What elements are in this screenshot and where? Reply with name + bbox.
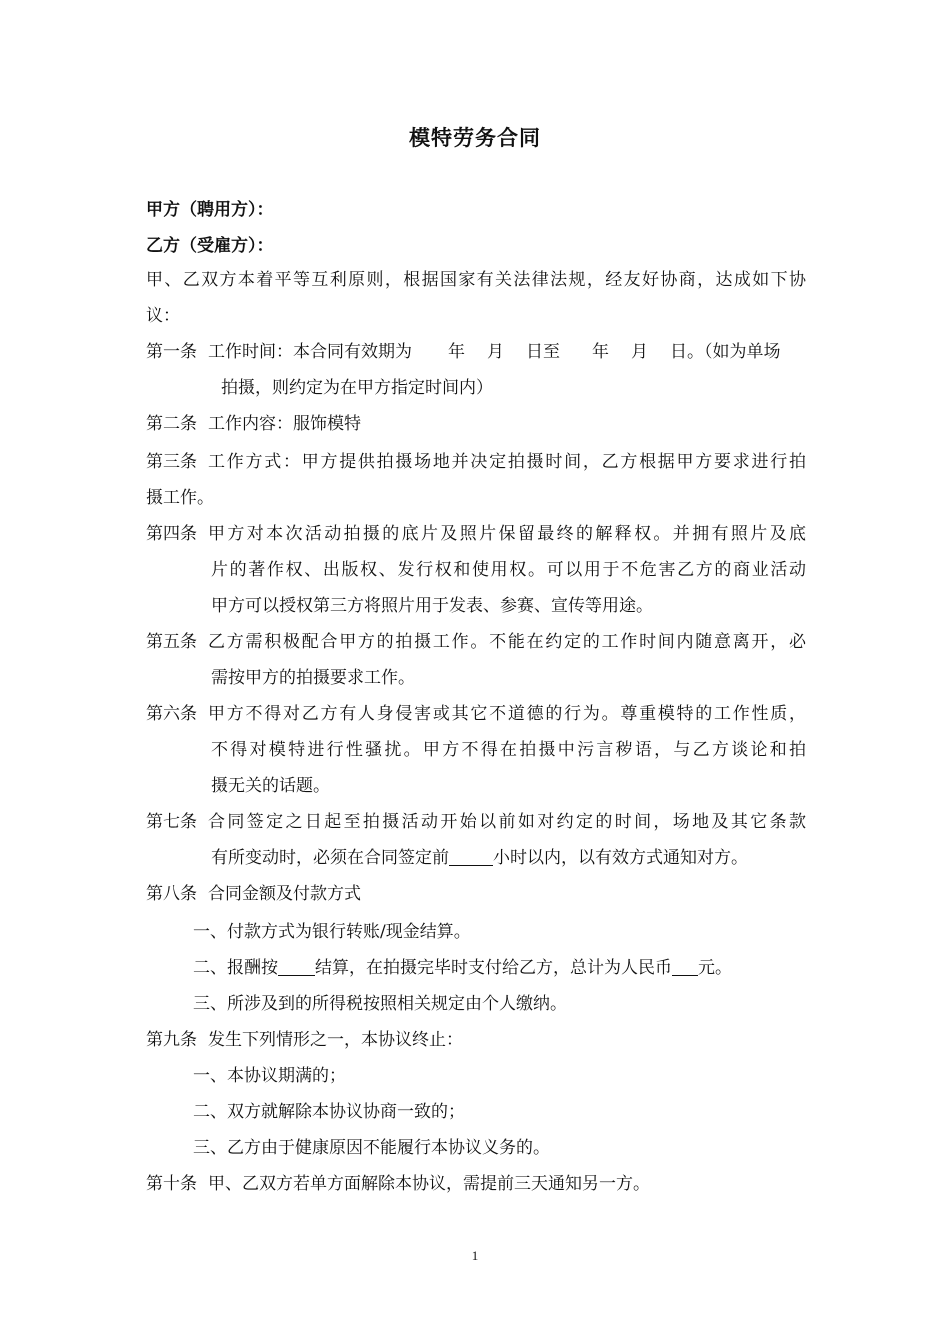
article-1-line-2: 拍摄，则约定为在甲方指定时间内） bbox=[221, 378, 493, 398]
article-1-validity-text: 工作时间：本合同有效期为 bbox=[208, 342, 412, 362]
article-10-label: 第十条 bbox=[146, 1174, 197, 1194]
party-a-line: 甲方（聘用方）： bbox=[146, 200, 274, 220]
article-8-label: 第八条 bbox=[146, 884, 197, 904]
article-8-item-2-middle: 结算，在拍摄完毕时支付给乙方，总计为人民币 bbox=[315, 958, 672, 978]
article-1-label: 第一条 bbox=[146, 342, 197, 362]
article-6-line-3: 摄无关的话题。 bbox=[211, 776, 330, 796]
page-number: 1 bbox=[471, 1248, 479, 1263]
article-8-item-3: 三、所涉及到的所得税按照相关规定由个人缴纳。 bbox=[193, 994, 567, 1014]
article-1-month-1: 月 bbox=[487, 342, 504, 362]
article-7-line-1: 合同签定之日起至拍摄活动开始以前如对约定的时间，场地及其它条款 bbox=[208, 812, 806, 832]
article-7-line-2 bbox=[211, 846, 748, 870]
article-1-year-1: 年 bbox=[448, 342, 465, 362]
article-7-notice-text: 有所变动时，必须在合同签定前 bbox=[211, 848, 449, 868]
intro-line-1: 甲、乙双方本着平等互利原则，根据国家有关法律法规，经友好协商，达成如下协 bbox=[146, 270, 806, 290]
article-8-item-2 bbox=[193, 956, 732, 980]
article-4-label: 第四条 bbox=[146, 524, 197, 544]
article-6-line-2: 不得对模特进行性骚扰。甲方不得在拍摄中污言秽语，与乙方谈论和拍 bbox=[211, 740, 806, 760]
article-2-line-1: 工作内容：服饰模特 bbox=[208, 414, 361, 434]
party-b-line: 乙方（受雇方）： bbox=[146, 236, 274, 256]
article-8-line-1: 合同金额及付款方式 bbox=[208, 884, 361, 904]
article-9-item-2: 二、双方就解除本协议协商一致的； bbox=[193, 1102, 465, 1122]
article-8-item-2-text: 二、报酬按 bbox=[193, 958, 278, 978]
article-3-label: 第三条 bbox=[146, 452, 197, 472]
article-4-line-2: 片的著作权、出版权、发行权和使用权。可以用于不危害乙方的商业活动 bbox=[211, 560, 806, 580]
article-3-line-1: 工作方式：甲方提供拍摄场地并决定拍摄时间，乙方根据甲方要求进行拍 bbox=[208, 452, 806, 472]
article-8-item-2-end: 元。 bbox=[698, 958, 732, 978]
article-4-line-1: 甲方对本次活动拍摄的底片及照片保留最终的解释权。并拥有照片及底 bbox=[208, 524, 806, 544]
intro-line-2: 议： bbox=[146, 306, 180, 326]
article-8-item-1: 一、付款方式为银行转账/现金结算。 bbox=[193, 922, 471, 942]
article-7-label: 第七条 bbox=[146, 812, 197, 832]
article-2-label: 第二条 bbox=[146, 414, 197, 434]
article-6-line-1: 甲方不得对乙方有人身侵害或其它不道德的行为。尊重模特的工作性质， bbox=[208, 704, 806, 724]
article-9-line-1: 发生下列情形之一，本协议终止： bbox=[208, 1030, 463, 1050]
article-10-line-1: 甲、乙双方若单方面解除本协议，需提前三天通知另一方。 bbox=[208, 1174, 650, 1194]
article-9-item-1: 一、本协议期满的； bbox=[193, 1066, 346, 1086]
contract-title: 模特劳务合同 bbox=[409, 125, 541, 150]
article-7-notice-end: 小时以内，以有效方式通知对方。 bbox=[493, 848, 748, 868]
article-1-line-1 bbox=[208, 340, 781, 364]
article-5-line-1: 乙方需积极配合甲方的拍摄工作。不能在约定的工作时间内随意离开，必 bbox=[208, 632, 806, 652]
article-6-label: 第六条 bbox=[146, 704, 197, 724]
article-9-label: 第九条 bbox=[146, 1030, 197, 1050]
article-1-month-2: 月 bbox=[631, 342, 648, 362]
article-9-item-3: 三、乙方由于健康原因不能履行本协议义务的。 bbox=[193, 1138, 550, 1158]
article-5-line-2: 需按甲方的拍摄要求工作。 bbox=[211, 668, 415, 688]
article-1-day-to: 日至 bbox=[526, 342, 560, 362]
article-4-line-3: 甲方可以授权第三方将照片用于发表、参赛、宣传等用途。 bbox=[211, 596, 653, 616]
article-1-day-end: 日。（如为单场 bbox=[670, 342, 781, 362]
article-3-line-2: 摄工作。 bbox=[146, 488, 214, 508]
settlement-blank bbox=[278, 957, 315, 976]
hours-blank bbox=[449, 847, 493, 866]
article-5-label: 第五条 bbox=[146, 632, 197, 652]
amount-blank bbox=[672, 957, 698, 976]
article-1-year-2: 年 bbox=[592, 342, 609, 362]
